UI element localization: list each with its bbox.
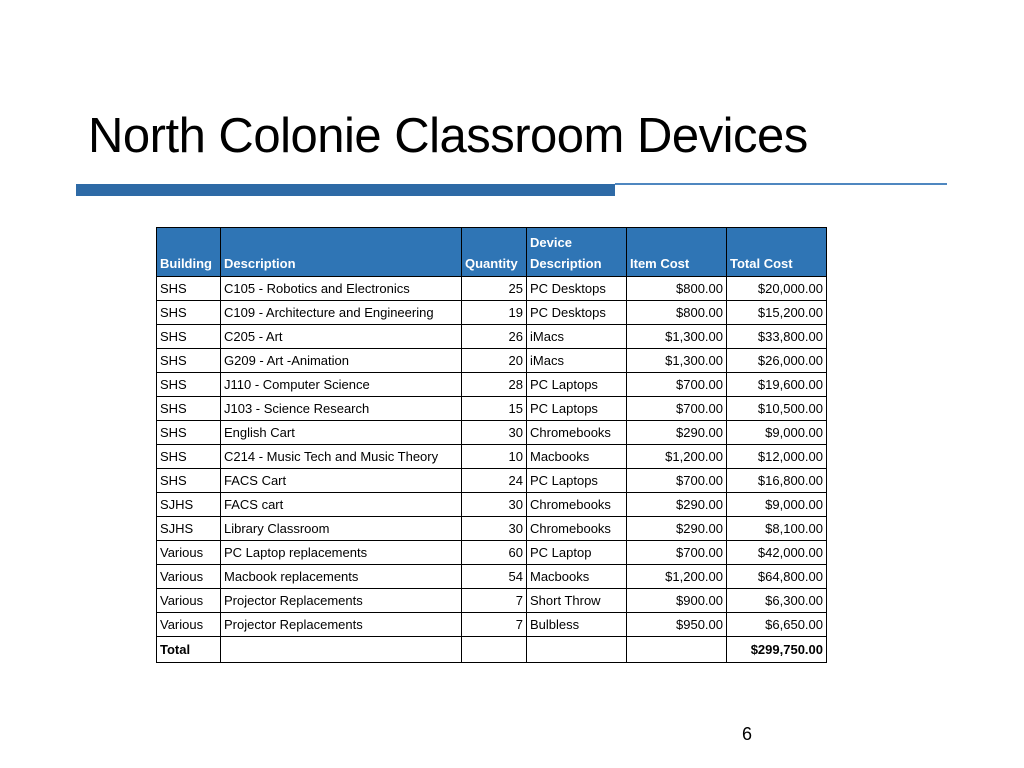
cell-quantity: 26 xyxy=(462,325,527,349)
table-row xyxy=(157,613,827,637)
cell-item-cost: $1,200.00 xyxy=(627,445,727,469)
cell-device-description: PC Desktops xyxy=(527,277,627,301)
cell-building: SHS xyxy=(157,445,221,469)
cell-description: C205 - Art xyxy=(221,325,462,349)
cell-building: SJHS xyxy=(157,517,221,541)
cell-device-description: iMacs xyxy=(527,325,627,349)
cell-total-cost: $64,800.00 xyxy=(727,565,827,589)
cell-total-cost: $9,000.00 xyxy=(727,493,827,517)
cell-total-cost: $16,800.00 xyxy=(727,469,827,493)
cell-device-description: PC Laptops xyxy=(527,397,627,421)
slide-title: North Colonie Classroom Devices xyxy=(88,109,808,163)
cell-quantity: 7 xyxy=(462,589,527,613)
cell-item-cost: $1,300.00 xyxy=(627,325,727,349)
cell-item-cost: $900.00 xyxy=(627,589,727,613)
table-row xyxy=(157,301,827,325)
cell-quantity: 54 xyxy=(462,565,527,589)
title-underline-thin xyxy=(615,183,947,185)
cell-total-cost: $6,300.00 xyxy=(727,589,827,613)
header-quantity: Quantity xyxy=(462,228,527,277)
cell-item-cost: $1,300.00 xyxy=(627,349,727,373)
cell-item-cost: $1,200.00 xyxy=(627,565,727,589)
cell-description: J103 - Science Research xyxy=(221,397,462,421)
cell-device-description: Macbooks xyxy=(527,565,627,589)
cell-total-cost: $8,100.00 xyxy=(727,517,827,541)
table-body xyxy=(157,277,827,637)
total-empty-cell xyxy=(462,637,527,663)
cell-quantity: 7 xyxy=(462,613,527,637)
total-row xyxy=(157,637,827,663)
cell-building: SHS xyxy=(157,469,221,493)
total-empty-cell xyxy=(627,637,727,663)
cell-building: SHS xyxy=(157,301,221,325)
cell-quantity: 28 xyxy=(462,373,527,397)
table-row xyxy=(157,397,827,421)
total-label: Total xyxy=(157,637,221,663)
table-row xyxy=(157,277,827,301)
cell-device-description: Chromebooks xyxy=(527,421,627,445)
cell-total-cost: $19,600.00 xyxy=(727,373,827,397)
cell-quantity: 30 xyxy=(462,421,527,445)
cell-device-description: PC Laptops xyxy=(527,373,627,397)
table-row xyxy=(157,325,827,349)
header-total-cost: Total Cost xyxy=(727,228,827,277)
table-row xyxy=(157,349,827,373)
cell-item-cost: $700.00 xyxy=(627,397,727,421)
table-row xyxy=(157,373,827,397)
cell-device-description: Short Throw xyxy=(527,589,627,613)
cell-building: SJHS xyxy=(157,493,221,517)
cell-description: C214 - Music Tech and Music Theory xyxy=(221,445,462,469)
cell-total-cost: $20,000.00 xyxy=(727,277,827,301)
header-description: Description xyxy=(221,228,462,277)
cell-description: Library Classroom xyxy=(221,517,462,541)
cell-description: C109 - Architecture and Engineering xyxy=(221,301,462,325)
cell-device-description: Bulbless xyxy=(527,613,627,637)
cell-quantity: 24 xyxy=(462,469,527,493)
page-number: 6 xyxy=(742,724,753,744)
table-row xyxy=(157,493,827,517)
cell-quantity: 60 xyxy=(462,541,527,565)
cell-description: G209 - Art -Animation xyxy=(221,349,462,373)
devices-table xyxy=(156,227,827,663)
table-row xyxy=(157,565,827,589)
cell-item-cost: $950.00 xyxy=(627,613,727,637)
table-row xyxy=(157,445,827,469)
header-item-cost: Item Cost xyxy=(627,228,727,277)
cell-description: Projector Replacements xyxy=(221,589,462,613)
cell-device-description: PC Laptop xyxy=(527,541,627,565)
cell-building: Various xyxy=(157,613,221,637)
cell-description: Projector Replacements xyxy=(221,613,462,637)
cell-description: J110 - Computer Science xyxy=(221,373,462,397)
header-device-line1: Device xyxy=(530,235,572,250)
cell-item-cost: $800.00 xyxy=(627,301,727,325)
cell-total-cost: $6,650.00 xyxy=(727,613,827,637)
title-underline-thick xyxy=(76,184,615,196)
cell-item-cost: $290.00 xyxy=(627,517,727,541)
table-row xyxy=(157,589,827,613)
cell-quantity: 10 xyxy=(462,445,527,469)
cell-device-description: iMacs xyxy=(527,349,627,373)
total-empty-cell xyxy=(527,637,627,663)
table-row xyxy=(157,541,827,565)
cell-total-cost: $12,000.00 xyxy=(727,445,827,469)
table-header-row xyxy=(157,228,827,277)
cell-item-cost: $290.00 xyxy=(627,421,727,445)
cell-total-cost: $26,000.00 xyxy=(727,349,827,373)
cell-item-cost: $800.00 xyxy=(627,277,727,301)
cell-description: C105 - Robotics and Electronics xyxy=(221,277,462,301)
cell-total-cost: $9,000.00 xyxy=(727,421,827,445)
cell-description: Macbook replacements xyxy=(221,565,462,589)
cell-total-cost: $33,800.00 xyxy=(727,325,827,349)
table-row xyxy=(157,517,827,541)
cell-description: FACS Cart xyxy=(221,469,462,493)
cell-building: SHS xyxy=(157,397,221,421)
cell-quantity: 19 xyxy=(462,301,527,325)
cell-building: Various xyxy=(157,589,221,613)
header-building: Building xyxy=(157,228,221,277)
cell-device-description: Chromebooks xyxy=(527,517,627,541)
header-device-description xyxy=(527,228,627,277)
header-device-line2: Description xyxy=(530,256,602,271)
cell-total-cost: $15,200.00 xyxy=(727,301,827,325)
cell-building: SHS xyxy=(157,325,221,349)
table-row xyxy=(157,421,827,445)
cell-description: English Cart xyxy=(221,421,462,445)
cell-quantity: 30 xyxy=(462,493,527,517)
cell-device-description: PC Desktops xyxy=(527,301,627,325)
cell-item-cost: $700.00 xyxy=(627,469,727,493)
cell-total-cost: $42,000.00 xyxy=(727,541,827,565)
cell-quantity: 20 xyxy=(462,349,527,373)
cell-item-cost: $700.00 xyxy=(627,373,727,397)
cell-item-cost: $700.00 xyxy=(627,541,727,565)
cell-quantity: 30 xyxy=(462,517,527,541)
cell-building: Various xyxy=(157,541,221,565)
cell-building: SHS xyxy=(157,349,221,373)
total-amount: $299,750.00 xyxy=(727,637,827,663)
cell-description: FACS cart xyxy=(221,493,462,517)
cell-building: Various xyxy=(157,565,221,589)
cell-quantity: 15 xyxy=(462,397,527,421)
cell-building: SHS xyxy=(157,421,221,445)
total-empty-cell xyxy=(221,637,462,663)
cell-device-description: PC Laptops xyxy=(527,469,627,493)
cell-device-description: Macbooks xyxy=(527,445,627,469)
table-row xyxy=(157,469,827,493)
cell-quantity: 25 xyxy=(462,277,527,301)
cell-device-description: Chromebooks xyxy=(527,493,627,517)
cell-total-cost: $10,500.00 xyxy=(727,397,827,421)
cell-building: SHS xyxy=(157,373,221,397)
cell-building: SHS xyxy=(157,277,221,301)
cell-description: PC Laptop replacements xyxy=(221,541,462,565)
cell-item-cost: $290.00 xyxy=(627,493,727,517)
